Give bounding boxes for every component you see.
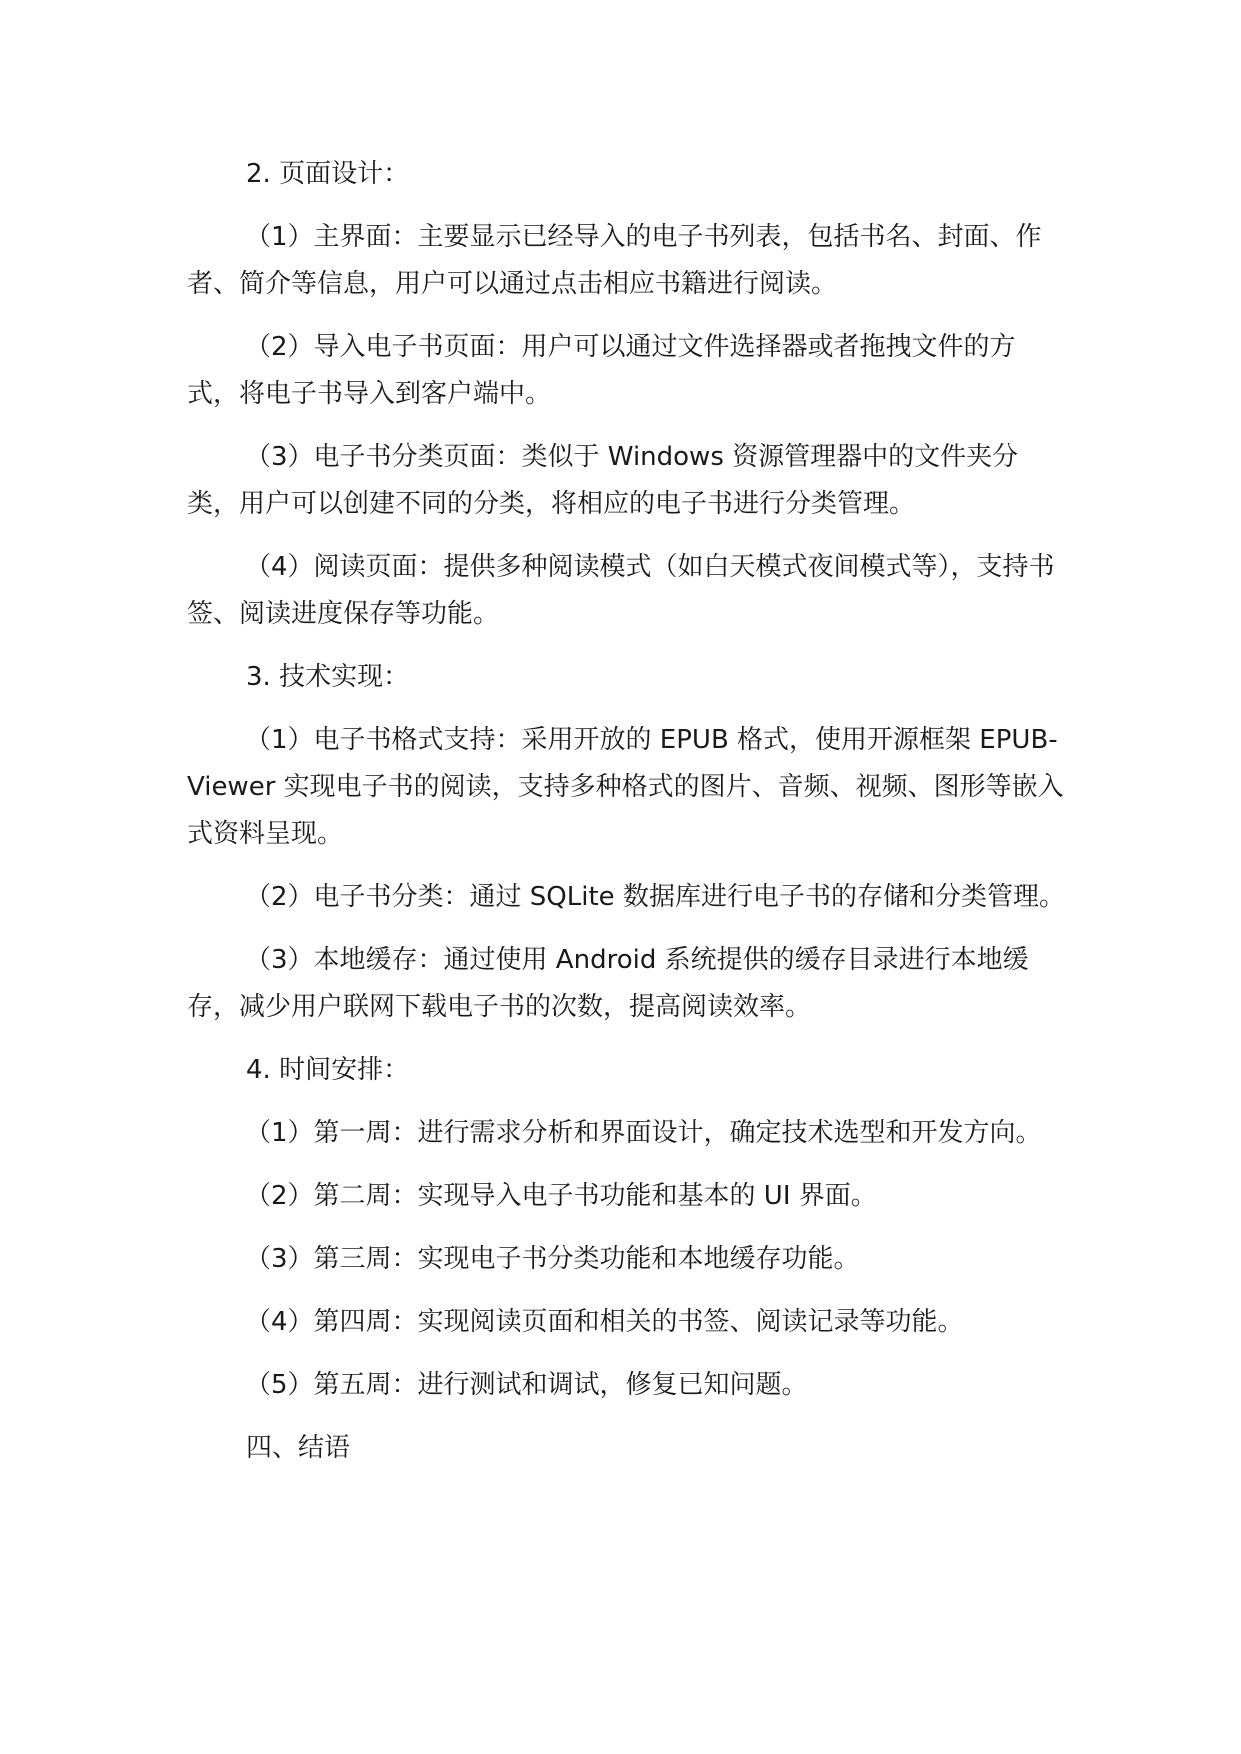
section-heading-page-design: 2. 页面设计： — [246, 159, 410, 189]
paragraph-main-interface: （1）主界面：主要显示已经导入的电子书列表，包括书名、封面、作者、简介等信息，用户可以通过点击相应书籍进行阅读。 — [187, 222, 1042, 299]
paragraph-import-page: （2）导入电子书页面：用户可以通过文件选择器或者拖拽文件的方式，将电子书导入到客户端中。 — [187, 332, 1016, 409]
section-heading-technical-implementation: 3. 技术实现： — [246, 662, 410, 692]
paragraph-format-support: （1）电子书格式支持：采用开放的 EPUB 格式，使用开源框架 EPUB-Viewer 实现电子书的阅读，支持多种格式的图片、音频、视频、图形等嵌入式资料呈现。 — [187, 725, 1064, 849]
paragraph-week-two: （2）第二周：实现导入电子书功能和基本的 UI 界面。 — [245, 1181, 877, 1211]
paragraph-week-four: （4）第四周：实现阅读页面和相关的书签、阅读记录等功能。 — [245, 1307, 964, 1337]
paragraph-category-page: （3）电子书分类页面：类似于 Windows 资源管理器中的文件夹分类，用户可以创建不同的分类，将相应的电子书进行分类管理。 — [187, 442, 1019, 519]
paragraph-week-three: （3）第三周：实现电子书分类功能和本地缓存功能。 — [245, 1244, 860, 1274]
paragraph-local-cache: （3）本地缓存：通过使用 Android 系统提供的缓存目录进行本地缓存，减少用户联网下载电子书的次数，提高阅读效率。 — [187, 945, 1029, 1022]
section-heading-conclusion: 四、结语 — [246, 1433, 351, 1463]
section-heading-schedule: 4. 时间安排： — [246, 1055, 410, 1085]
document-body — [187, 151, 1067, 1488]
paragraph-ebook-classification: （2）电子书分类：通过 SQLite 数据库进行电子书的存储和分类管理。 — [245, 882, 1065, 912]
paragraph-week-one: （1）第一周：进行需求分析和界面设计，确定技术选型和开发方向。 — [245, 1118, 1042, 1148]
paragraph-week-five: （5）第五周：进行测试和调试，修复已知问题。 — [245, 1370, 808, 1400]
paragraph-reading-page: （4）阅读页面：提供多种阅读模式（如白天模式夜间模式等），支持书签、阅读进度保存等功能。 — [187, 552, 1055, 629]
